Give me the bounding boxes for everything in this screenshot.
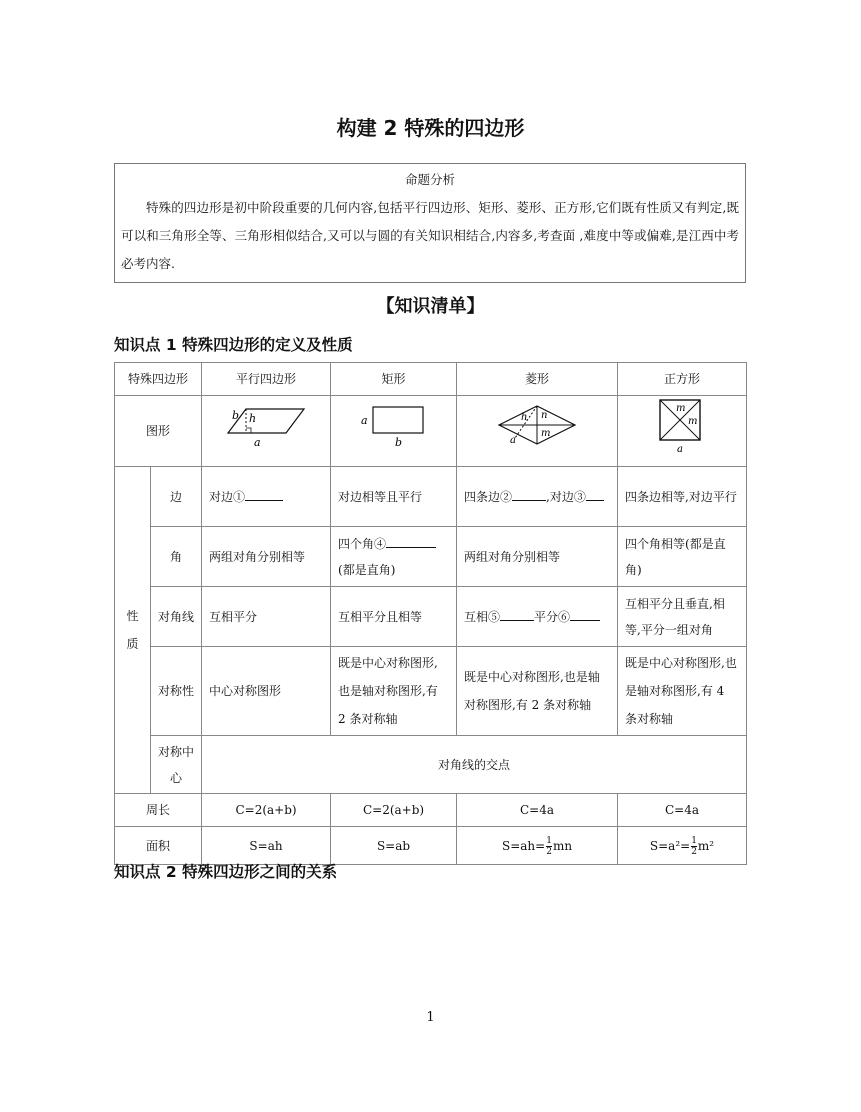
answer-blank-5 <box>500 606 534 621</box>
figure-label: n <box>541 410 548 421</box>
row-label: 对称中心 <box>151 736 202 794</box>
answer-blank-6 <box>570 606 600 621</box>
header-cell: 特殊四边形 <box>115 363 202 396</box>
formula-cell: C=4a <box>457 794 618 827</box>
cell-text: 对边① <box>209 489 246 504</box>
formula-text: S=a²= <box>649 838 691 853</box>
answer-blank-1 <box>245 486 283 501</box>
table-cell: 两组对角分别相等 <box>202 527 331 587</box>
analysis-body: 特殊的四边形是初中阶段重要的几何内容,包括平行四边形、矩形、菱形、正方形,它们既有性质又有判定,既可以和三角形全等、三角形相似结合,又可以与圆的有关知识相结合,内容多,考查面 ,难度中等或偏难,是江西中考必考内容. <box>121 200 739 271</box>
header-cell: 平行四边形 <box>202 363 331 396</box>
properties-table <box>114 362 747 865</box>
page-number: 1 <box>426 1010 435 1025</box>
formula-cell: C=4a <box>618 794 747 827</box>
table-cell: 四个角相等(都是直角) <box>618 527 747 587</box>
table-row-area <box>115 827 747 865</box>
table-cell: 对角线的交点 <box>202 736 747 794</box>
table-cell: 两组对角分别相等 <box>457 527 618 587</box>
cell-text: ,对边③ <box>546 489 586 504</box>
answer-blank-4 <box>386 533 436 548</box>
parallelogram-figure <box>226 403 306 449</box>
fraction-numerator: 1 <box>691 835 697 846</box>
header-cell: 菱形 <box>457 363 618 396</box>
kp2-heading: 知识点 2 特殊四边形之间的关系 <box>114 863 338 881</box>
figure-label: h <box>521 412 528 423</box>
figure-label: m <box>688 416 698 427</box>
kp1-heading: 知识点 1 特殊四边形的定义及性质 <box>114 336 353 354</box>
table-row-side <box>115 467 747 527</box>
page-title: 构建 2 特殊的四边形 <box>336 116 525 140</box>
figure-label: a <box>510 435 516 446</box>
row-label: 面积 <box>115 827 202 865</box>
figure-label: m <box>676 403 686 414</box>
formula-cell: C=2(a+b) <box>331 794 457 827</box>
figure-label: a <box>360 414 368 427</box>
formula-cell <box>618 827 747 865</box>
parallelogram-figure-cell <box>202 396 331 467</box>
figure-label: b <box>394 436 402 449</box>
cell-text: 四个角④ <box>338 536 387 551</box>
row-label: 角 <box>151 527 202 587</box>
square-figure <box>654 398 710 454</box>
row-label: 周长 <box>115 794 202 827</box>
header-cell: 矩形 <box>331 363 457 396</box>
fraction-half <box>691 836 697 857</box>
row-label: 对角线 <box>151 587 202 647</box>
section-heading: 【知识清单】 <box>376 296 485 317</box>
table-cell: 中心对称图形 <box>202 647 331 736</box>
fraction-half <box>546 836 552 857</box>
formula-text: m² <box>697 838 715 853</box>
table-row-diagonal <box>115 587 747 647</box>
table-cell: 既是中心对称图形,也是轴对称图形,有 4 条对称轴 <box>618 647 747 736</box>
table-cell: 四条边相等,对边平行 <box>618 467 747 527</box>
fraction-denominator: 2 <box>691 846 697 857</box>
rectangle-figure <box>359 403 429 449</box>
table-cell: 既是中心对称图形,也是轴对称图形,有 2 条对称轴 <box>457 647 618 736</box>
row-label: 边 <box>151 467 202 527</box>
table-cell: 对边相等且平行 <box>331 467 457 527</box>
cell-text: (都是直角) <box>338 562 396 577</box>
table-cell <box>457 587 618 647</box>
table-cell: 互相平分 <box>202 587 331 647</box>
answer-blank-3 <box>586 486 604 501</box>
formula-cell: C=2(a+b) <box>202 794 331 827</box>
figure-label: h <box>249 412 257 425</box>
header-cell: 正方形 <box>618 363 747 396</box>
analysis-box <box>114 163 746 283</box>
figure-label: a <box>254 436 261 449</box>
formula-text: mn <box>552 838 573 853</box>
cell-text: 平分⑥ <box>534 609 571 624</box>
rhombus-figure <box>495 403 579 449</box>
table-header-row <box>115 363 747 396</box>
table-cell <box>457 467 618 527</box>
analysis-heading: 命题分析 <box>404 172 455 187</box>
group-label: 性质 <box>115 467 151 794</box>
figure-label: m <box>541 428 551 439</box>
figure-label: a <box>677 444 683 454</box>
table-cell: 既是中心对称图形,也是轴对称图形,有 2 条对称轴 <box>331 647 457 736</box>
formula-cell <box>457 827 618 865</box>
table-cell <box>331 527 457 587</box>
table-cell: 互相平分且相等 <box>331 587 457 647</box>
answer-blank-2 <box>512 486 546 501</box>
cell-text: 互相⑤ <box>464 609 501 624</box>
fraction-denominator: 2 <box>546 846 552 857</box>
formula-cell: S=ah <box>202 827 331 865</box>
rectangle-figure-cell <box>331 396 457 467</box>
square-figure-cell <box>618 396 747 467</box>
table-cell <box>202 467 331 527</box>
table-row-figure <box>115 396 747 467</box>
cell-text: 四条边② <box>464 489 513 504</box>
figure-label: b <box>232 409 240 422</box>
table-row-symmetry <box>115 647 747 736</box>
table-row-center <box>115 736 747 794</box>
table-cell: 互相平分且垂直,相等,平分一组对角 <box>618 587 747 647</box>
row-label: 图形 <box>115 396 202 467</box>
formula-text: S=ah= <box>501 838 546 853</box>
rhombus-figure-cell <box>457 396 618 467</box>
table-row-angle <box>115 527 747 587</box>
table-row-perimeter <box>115 794 747 827</box>
formula-cell: S=ab <box>331 827 457 865</box>
fraction-numerator: 1 <box>546 835 552 846</box>
row-label: 对称性 <box>151 647 202 736</box>
